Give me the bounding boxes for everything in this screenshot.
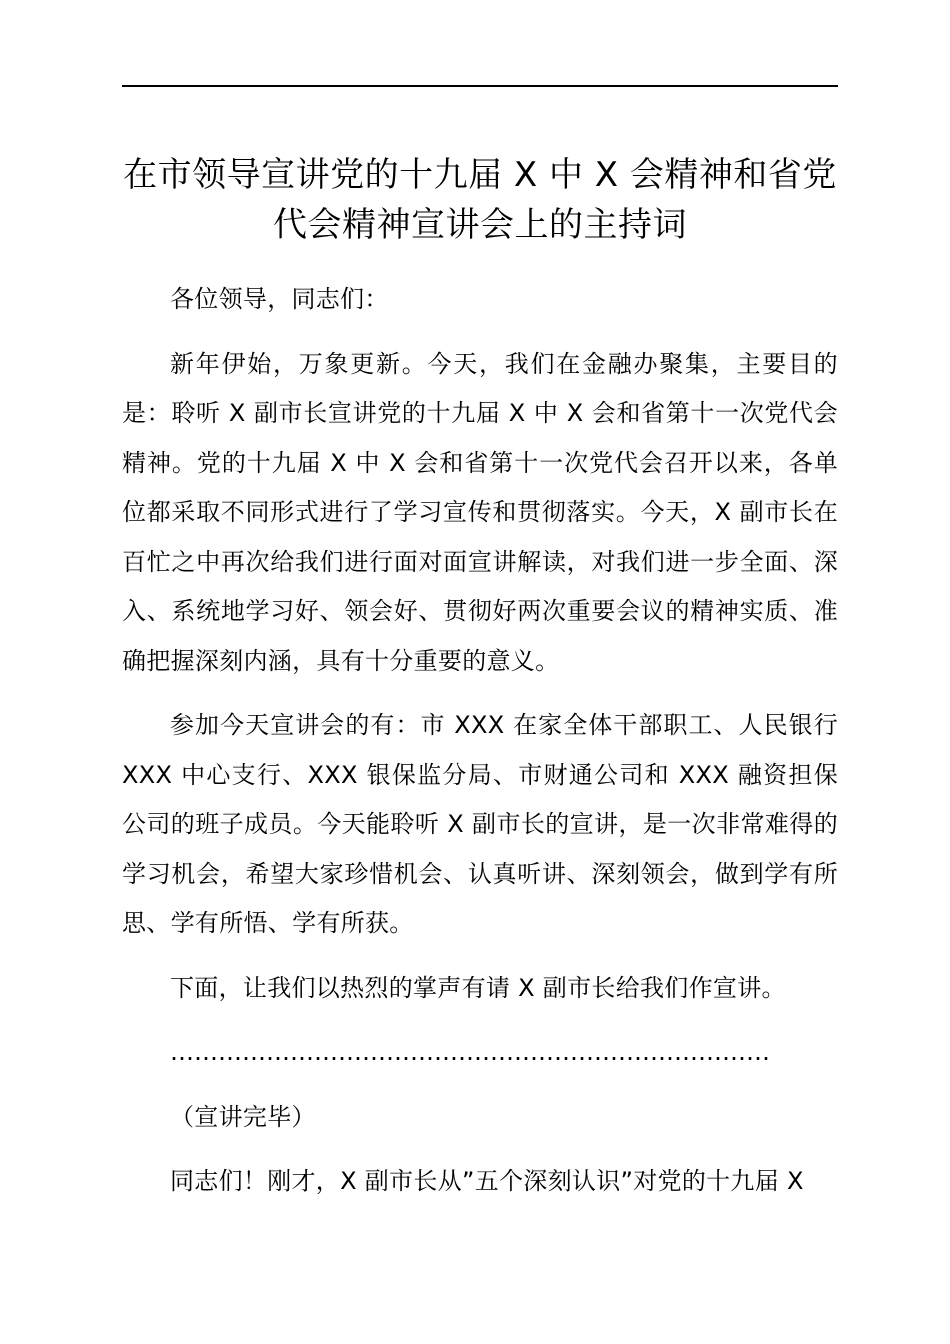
title-line-2: 代会精神宣讲会上的主持词 xyxy=(273,205,687,245)
salutation: 各位领导，同志们： xyxy=(170,285,389,313)
ellipsis-separator: ………………………………………………………………… xyxy=(170,1038,770,1066)
document-body xyxy=(122,275,838,1222)
title-line-1: 在市领导宣讲党的十九届 X 中 X 会精神和省党 xyxy=(123,155,837,195)
paragraph-closing: 同志们！刚才，X 副市长从”五个深刻认识”对党的十九届 X xyxy=(170,1167,804,1195)
document-title xyxy=(110,150,850,250)
paragraph-invitation: 下面，让我们以热烈的掌声有请 X 副市长给我们作宣讲。 xyxy=(170,973,786,1002)
stage-note: （宣讲完毕） xyxy=(170,1102,316,1131)
paragraph-attendees: 参加今天宣讲会的有：市 XXX 在家全体干部职工、人民银行 XXX 中心支行、XXX 银保监分局、市财通公司和 XXX 融资担保公司的班子成员。今天能聆听 X 副市长的宣讲，是一次非常难得的学习机会，希望大家珍惜机会、认真听讲、深刻领会，做到学有所思、学有所悟、学有所获。 xyxy=(122,711,838,937)
header-rule xyxy=(122,85,838,87)
paragraph-opening: 新年伊始，万象更新。今天，我们在金融办聚集，主要目的是：聆听 X 副市长宣讲党的十九届 X 中 X 会和省第十一次党代会精神。党的十九届 X 中 X 会和省第十一次党代会召开以来，各单位都采取不同形式进行了学习宣传和贯彻落实。今天，X 副市长在百忙之中再次给我们进行面对面宣讲解读，对我们进一步全面、深入、系统地学习好、领会好、贯彻好两次重要会议的精神实质、准确把握深刻内涵，具有十分重要的意义。 xyxy=(122,349,838,675)
